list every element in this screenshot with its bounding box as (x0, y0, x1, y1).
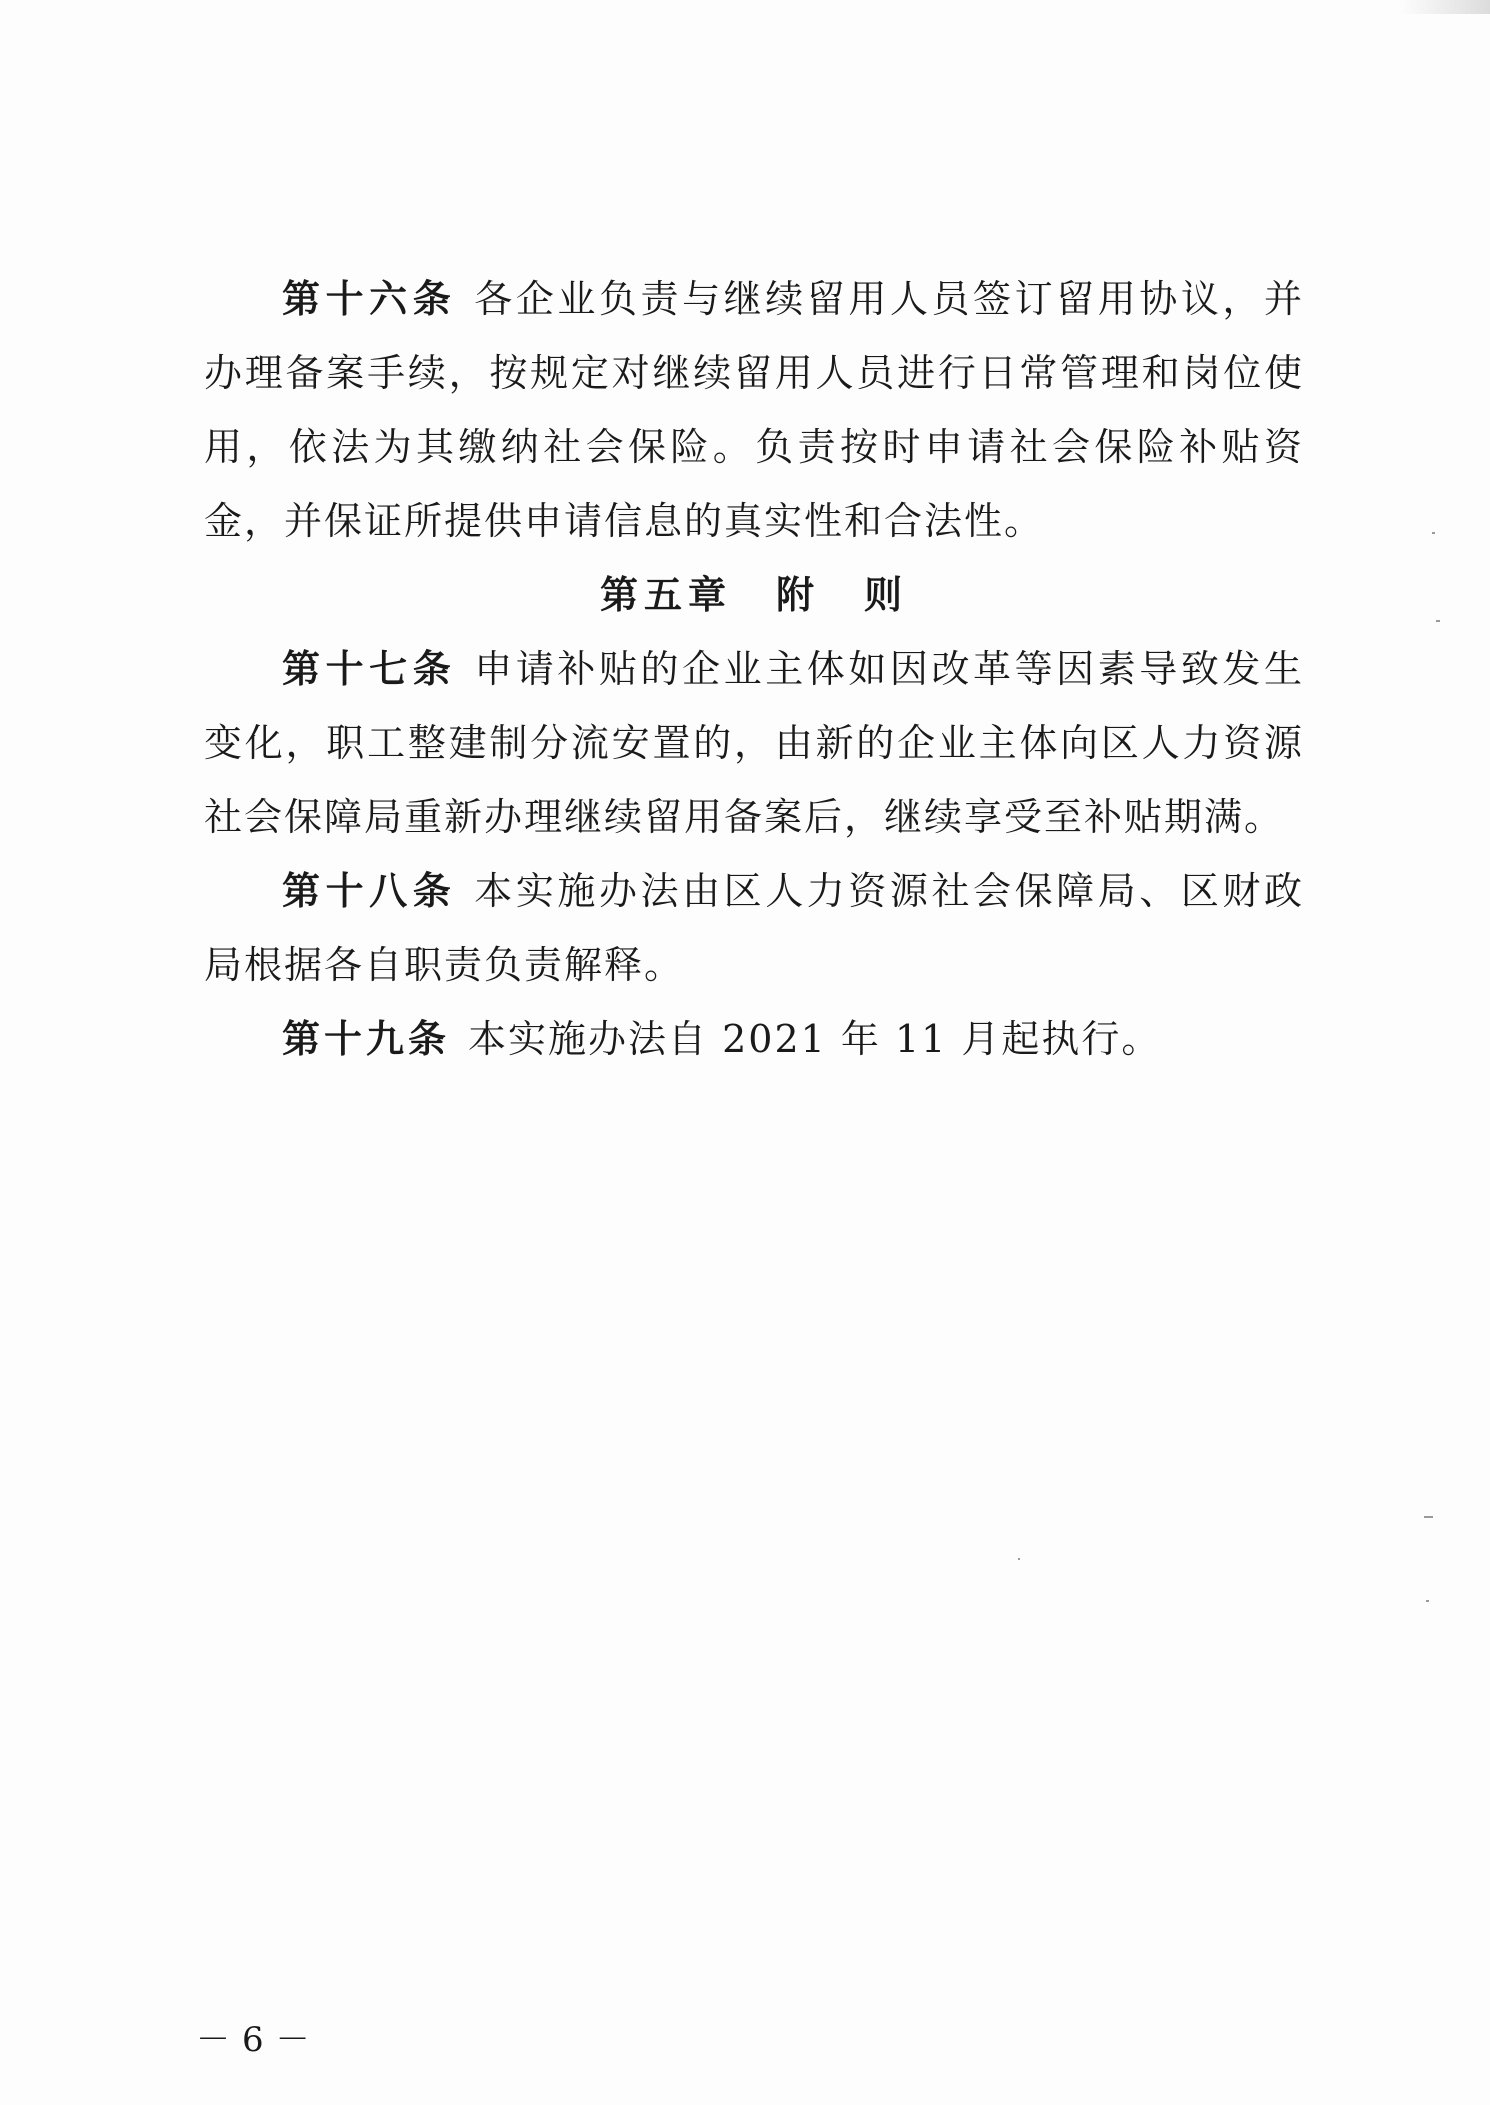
article-17 (204, 632, 1304, 854)
article-16-text: 各企业负责与继续留用人员签订留用协议，并办理备案手续，按规定对继续留用人员进行日常管理和岗位使用，依法为其缴纳社会保险。负责按时申请社会保险补贴资金，并保证所提供申请信息的真实性和合法性。 (204, 277, 1304, 543)
article-17-title: 第十七条 (282, 647, 457, 691)
scan-speck (1436, 620, 1440, 622)
scan-speck (1426, 1600, 1429, 1602)
article-16-title: 第十六条 (282, 277, 457, 321)
scan-edge-shadow (1400, 0, 1490, 14)
page-number: －6－ (196, 2020, 322, 2060)
article-19-text: 本实施办法自 2021 年 11 月起执行。 (468, 1017, 1162, 1061)
article-18-title: 第十八条 (282, 869, 457, 913)
document-body (204, 262, 1304, 1076)
article-19 (204, 1002, 1304, 1076)
article-16 (204, 262, 1304, 558)
scan-speck (1424, 1516, 1433, 1518)
article-17-text: 申请补贴的企业主体如因改革等因素导致发生变化，职工整建制分流安置的，由新的企业主体向区人力资源社会保障局重新办理继续留用备案后，继续享受至补贴期满。 (204, 647, 1304, 839)
article-18 (204, 854, 1304, 1002)
scan-speck (1432, 532, 1435, 534)
chapter-heading: 第五章 附 则 (599, 573, 908, 617)
article-19-title: 第十九条 (282, 1017, 451, 1061)
article-18-text: 本实施办法由区人力资源社会保障局、区财政局根据各自职责负责解释。 (204, 869, 1304, 987)
scan-speck (1018, 1558, 1020, 1560)
